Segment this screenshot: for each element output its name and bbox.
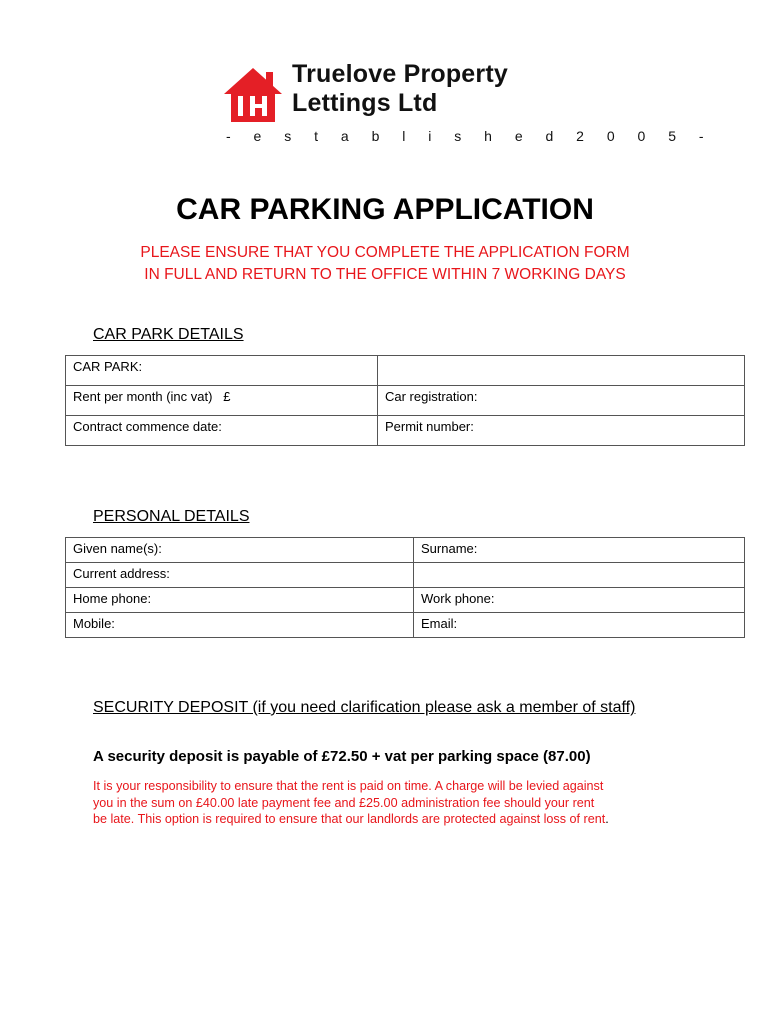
mobile-field[interactable] xyxy=(66,613,414,638)
company-logo xyxy=(222,60,714,150)
warning-line-1: It is your responsibility to ensure that the rent is paid on time. A charge will be levied against xyxy=(93,779,604,793)
surname-label: Surname: xyxy=(421,541,478,556)
house-logo-icon xyxy=(222,66,284,124)
given-names-field[interactable] xyxy=(66,538,414,563)
permit-number-field[interactable] xyxy=(378,416,745,446)
personal-details-table xyxy=(65,537,745,638)
notice-line-2: IN FULL AND RETURN TO THE OFFICE WITHIN 7 WORKING DAYS xyxy=(144,266,626,283)
email-label: Email: xyxy=(421,616,458,631)
home-phone-field[interactable] xyxy=(66,588,414,613)
security-deposit-heading: SECURITY DEPOSIT (if you need clarification please ask a member of staff) xyxy=(93,699,636,716)
current-address-label: Current address: xyxy=(73,566,170,581)
surname-field[interactable] xyxy=(414,538,745,563)
mobile-label: Mobile: xyxy=(73,616,115,631)
deposit-amount-text: A security deposit is payable of £72.50 + vat per parking space (87.00) xyxy=(93,748,591,765)
rent-label: Rent per month (inc vat) £ xyxy=(73,389,231,404)
email-field[interactable] xyxy=(414,613,745,638)
instructions-notice xyxy=(0,242,770,286)
car-registration-label: Car registration: xyxy=(385,389,478,404)
car-park-details-heading: CAR PARK DETAILS xyxy=(93,326,244,343)
contract-date-label: Contract commence date: xyxy=(73,419,222,434)
work-phone-field[interactable] xyxy=(414,588,745,613)
car-park-details-table xyxy=(65,355,745,446)
car-park-field[interactable] xyxy=(66,356,378,386)
warning-end-period: . xyxy=(605,812,609,826)
home-phone-label: Home phone: xyxy=(73,591,152,606)
company-name-line1: Truelove Property xyxy=(292,60,508,88)
warning-line-3: be late. This option is required to ensure that our landlords are protected against loss of rent xyxy=(93,812,606,826)
permit-number-label: Permit number: xyxy=(385,419,474,434)
car-registration-field[interactable] xyxy=(378,386,745,416)
company-name xyxy=(292,60,508,118)
notice-line-1: PLEASE ENSURE THAT YOU COMPLETE THE APPLICATION FORM xyxy=(140,244,630,261)
company-name-line2: Lettings Ltd xyxy=(292,89,438,117)
current-address-field[interactable] xyxy=(66,563,414,588)
established-tagline: - e s t a b l i s h e d 2 0 0 5 - xyxy=(226,128,714,144)
car-park-label: CAR PARK: xyxy=(73,359,143,374)
page-title: CAR PARKING APPLICATION xyxy=(176,193,594,226)
given-names-label: Given name(s): xyxy=(73,541,162,556)
rent-field[interactable] xyxy=(66,386,378,416)
warning-line-2: you in the sum on £40.00 late payment fee and £25.00 administration fee should your rent xyxy=(93,795,595,810)
personal-details-heading: PERSONAL DETAILS xyxy=(93,508,250,525)
late-payment-warning xyxy=(93,778,693,828)
car-park-value-field[interactable] xyxy=(378,356,745,386)
contract-date-field[interactable] xyxy=(66,416,378,446)
work-phone-label: Work phone: xyxy=(421,591,495,606)
current-address-value-field[interactable] xyxy=(414,563,745,588)
